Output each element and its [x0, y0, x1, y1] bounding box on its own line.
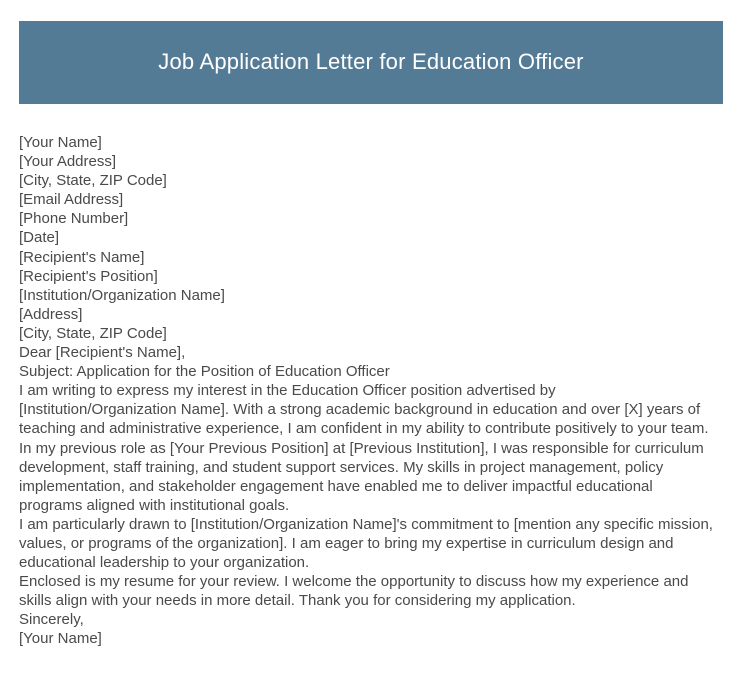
closing: Sincerely, — [19, 611, 84, 629]
recipient-line: [Institution/Organization Name] — [19, 286, 225, 304]
sender-date-line: [Date] — [19, 229, 60, 247]
letter-body — [19, 133, 714, 649]
body-paragraph: Enclosed is my resume for your review. I welcome the opportunity to discuss how my experience and skills align with your needs in more detail. Thank you for considering my application. — [19, 573, 689, 610]
recipient-address-block — [19, 248, 714, 343]
sender-line: [Your Name] — [19, 134, 102, 151]
body-paragraph: I am writing to express my interest in the Education Officer position advertised by [Institution/Organization Name]. With a strong academic background in education and over [X] years of teaching and administrative experience, I am confident in my ability to contribute positively to your team. — [19, 382, 709, 438]
recipient-line: [Recipient's Name] — [19, 248, 145, 266]
sender-line: [Phone Number] — [19, 210, 129, 228]
sender-line: [City, State, ZIP Code] — [19, 172, 167, 190]
sender-line: [Email Address] — [19, 191, 124, 209]
body-paragraph: I am particularly drawn to [Institution/Organization Name]'s commitment to [mention any specific mission, values, or programs of the organization]. I am eager to bring my expertise in curriculum design and educational leadership to your organization. — [19, 515, 713, 572]
recipient-line: [Address] — [19, 305, 83, 323]
signature: [Your Name] — [19, 630, 102, 648]
salutation: Dear [Recipient's Name], — [19, 344, 186, 362]
subject-line: Subject: Application for the Position of Education Officer — [19, 363, 390, 381]
body-paragraph: In my previous role as [Your Previous Position] at [Previous Institution], I was responsible for curriculum development, staff training, and student support services. My skills in project management, policy implementation, and stakeholder engagement have enabled me to deliver impactful educational programs aligned with institutional goals. — [19, 439, 704, 514]
document-header-banner — [19, 21, 723, 104]
page-title: Job Application Letter for Education Officer — [158, 49, 584, 75]
recipient-line: [Recipient's Position] — [19, 267, 158, 285]
sender-address-block — [19, 133, 714, 248]
sender-line: [Your Address] — [19, 153, 117, 171]
recipient-line: [City, State, ZIP Code] — [19, 324, 167, 342]
